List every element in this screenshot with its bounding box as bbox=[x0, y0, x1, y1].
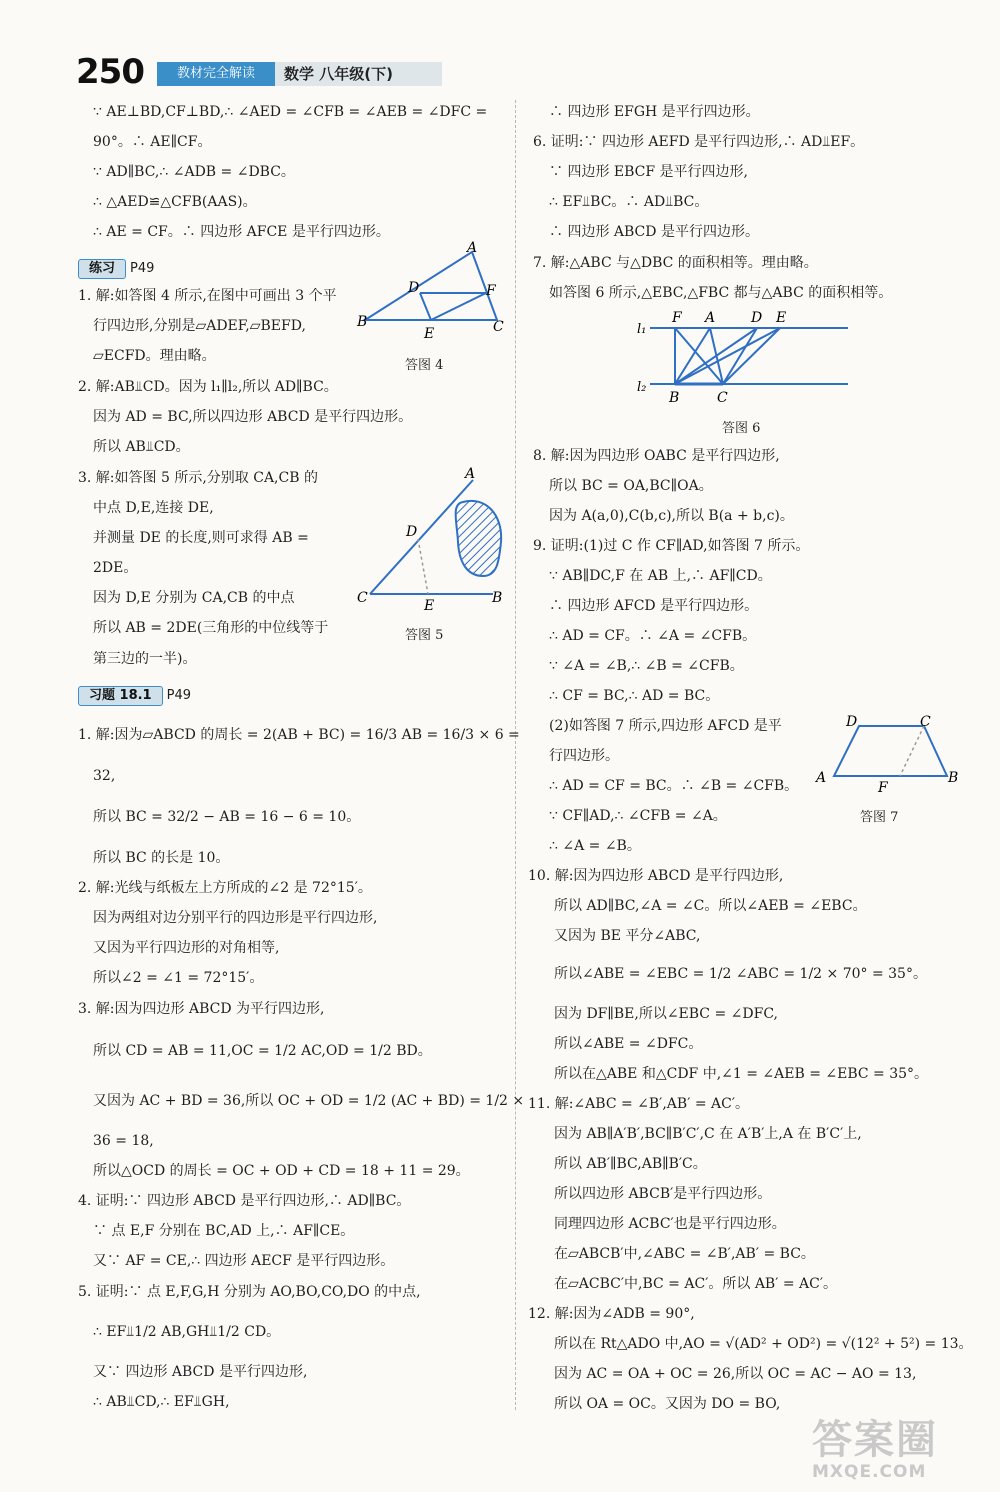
left-text-line: ▱ECFD。理由略。 bbox=[93, 348, 216, 364]
figure-7 bbox=[812, 710, 962, 795]
right-text-line: ∵ CF∥AD,∴ ∠CFB = ∠A。 bbox=[549, 808, 727, 824]
left-text-line: 4. 证明:∵ 四边形 ABCD 是平行四边形,∴ AD∥BC。 bbox=[78, 1193, 411, 1209]
right-text-line: ∴ 四边形 ABCD 是平行四边形。 bbox=[549, 224, 759, 240]
right-text-line: ∵ AB∥DC,F 在 AB 上,∴ AF∥CD。 bbox=[549, 568, 772, 584]
fig7-label-D: D bbox=[846, 714, 858, 730]
left-text-line: 又∵ 四边形 ABCD 是平行四边形, bbox=[93, 1364, 308, 1380]
right-text-line: ∴ ∠A = ∠B。 bbox=[549, 838, 641, 854]
left-text-line: 2DE。 bbox=[93, 560, 138, 576]
right-text-line: 因为 A(a,0),C(b,c),所以 B(a + b,c)。 bbox=[549, 508, 794, 524]
fig5-label-E: E bbox=[424, 598, 435, 612]
right-text-line: 8. 解:因为四边形 OABC 是平行四边形, bbox=[533, 448, 780, 464]
fig6-label-C: C bbox=[717, 390, 728, 406]
right-text-line: 7. 解:△ABC 与△DBC 的面积相等。理由略。 bbox=[533, 255, 818, 271]
left-text-line: 2. 解:AB⫫CD。因为 l₁∥l₂,所以 AD∥BC。 bbox=[78, 379, 338, 395]
section-exercise-label: 练习 bbox=[78, 259, 126, 279]
subject-title: 数学 八年级(下) bbox=[284, 65, 393, 83]
right-text-line: 所以 AD∥BC,∠A = ∠C。所以∠AEB = ∠EBC。 bbox=[554, 898, 867, 914]
left-text-line: 又因为 AC + BD = 36,所以 OC + OD = 1/2 (AC + BD) = 1/2 × bbox=[93, 1093, 525, 1109]
fig4-label-E: E bbox=[424, 326, 435, 342]
fig7-label-F: F bbox=[878, 780, 888, 795]
fig4-label-A: A bbox=[467, 240, 478, 256]
right-text-line: ∴ 四边形 AFCD 是平行四边形。 bbox=[549, 598, 759, 614]
right-text-line: 又因为 BE 平分∠ABC, bbox=[554, 928, 701, 944]
fig6-label-A: A bbox=[705, 310, 716, 326]
right-text-line: ∴ AD = CF。∴ ∠A = ∠CFB。 bbox=[549, 628, 757, 644]
fig7-label-B: B bbox=[948, 770, 959, 786]
fig6-label-l2: l₂ bbox=[637, 380, 647, 395]
right-text-line: 所以 BC = OA,BC∥OA。 bbox=[549, 478, 713, 494]
left-text-line: 中点 D,E,连接 DE, bbox=[93, 500, 214, 516]
fig4-label-C: C bbox=[493, 319, 504, 335]
fig5-label-C: C bbox=[357, 590, 368, 606]
section-exercise-page: P49 bbox=[130, 261, 155, 276]
fig4-label-F: F bbox=[486, 283, 496, 299]
left-text-line: 又因为平行四边形的对角相等, bbox=[93, 940, 280, 956]
left-text-line: 所以 AB = 2DE(三角形的中位线等于 bbox=[93, 620, 329, 636]
left-text-line: ∵ AE⊥BD,CF⊥BD,∴ ∠AED = ∠CFB = ∠AEB = ∠DFC = bbox=[93, 104, 488, 120]
left-text-line: 所以 BC 的长是 10。 bbox=[93, 850, 230, 866]
right-text-line: 所以∠ABE = ∠DFC。 bbox=[554, 1036, 703, 1052]
fig5-label-B: B bbox=[492, 590, 503, 606]
right-text-line: ∴ CF = BC,∴ AD = BC。 bbox=[549, 688, 720, 704]
fig6-label-D: D bbox=[751, 310, 763, 326]
left-text-line: 又∵ AF = CE,∴ 四边形 AECF 是平行四边形。 bbox=[93, 1253, 395, 1269]
right-text-line: 在▱ACBC′中,BC = AC′。所以 AB′ = AC′。 bbox=[554, 1276, 838, 1292]
left-text-line: ∵ 点 E,F 分别在 BC,AD 上,∴ AF∥CE。 bbox=[93, 1223, 355, 1239]
fig6-label-B: B bbox=[669, 390, 680, 406]
right-text-line: 因为 AB∥A′B′,BC∥B′C′,C 在 A′B′上,A 在 B′C′上, bbox=[554, 1126, 862, 1142]
right-text-line: 6. 证明:∵ 四边形 AEFD 是平行四边形,∴ AD⫫EF。 bbox=[533, 134, 865, 150]
left-text-line: 所以△OCD 的周长 = OC + OD + CD = 18 + 11 = 29。 bbox=[93, 1163, 470, 1179]
left-text-line: 3. 解:因为四边形 ABCD 为平行四边形, bbox=[78, 1001, 325, 1017]
right-text-line: 12. 解:因为∠ADB = 90°, bbox=[528, 1306, 695, 1322]
figure-7-caption: 答图 7 bbox=[860, 810, 899, 825]
right-text-line: 因为 AC = OA + OC = 26,所以 OC = AC − AO = 13, bbox=[554, 1366, 917, 1382]
fig6-label-l1: l₁ bbox=[637, 322, 647, 337]
right-text-line: 所以在 Rt△ADO 中,AO = √(AD² + OD²) = √(12² + 5²) = 13。 bbox=[554, 1336, 973, 1352]
fig5-label-A: A bbox=[465, 466, 476, 482]
figure-6 bbox=[635, 306, 855, 416]
right-text-line: 所以四边形 ABCB′是平行四边形。 bbox=[554, 1186, 772, 1202]
figure-5-caption: 答图 5 bbox=[405, 628, 444, 643]
left-text-line: 5. 证明:∵ 点 E,F,G,H 分别为 AO,BO,CO,DO 的中点, bbox=[78, 1284, 421, 1300]
right-text-line: 所以∠ABE = ∠EBC = 1/2 ∠ABC = 1/2 × 70° = 35°。 bbox=[554, 966, 927, 982]
fig6-label-F: F bbox=[672, 310, 682, 326]
right-text-line: 所以在△ABE 和△CDF 中,∠1 = ∠AEB = ∠EBC = 35°。 bbox=[554, 1066, 929, 1082]
right-text-line: 10. 解:因为四边形 ABCD 是平行四边形, bbox=[528, 868, 784, 884]
section-problems-label: 习题 18.1 bbox=[78, 686, 163, 706]
section-exercise bbox=[78, 257, 154, 277]
figure-4-caption: 答图 4 bbox=[405, 358, 444, 373]
left-text-line: 1. 解:因为▱ABCD 的周长 = 2(AB + BC) = 16/3 AB = 16/3 × 6 = bbox=[78, 727, 520, 743]
right-text-line: ∴ EF⫫BC。∴ AD⫫BC。 bbox=[549, 194, 709, 210]
fig4-label-B: B bbox=[357, 314, 368, 330]
left-text-line: 所以 AB⫫CD。 bbox=[93, 439, 190, 455]
left-text-line: 1. 解:如答图 4 所示,在图中可画出 3 个平 bbox=[78, 288, 337, 304]
left-text-line: 并测量 DE 的长度,则可求得 AB = bbox=[93, 530, 309, 546]
left-text-line: ∴ EF⫫1/2 AB,GH⫫1/2 CD。 bbox=[93, 1324, 281, 1340]
left-text-line: ∴ AE = CF。∴ 四边形 AFCE 是平行四边形。 bbox=[93, 224, 390, 240]
fig4-label-D: D bbox=[408, 280, 420, 296]
left-text-line: 3. 解:如答图 5 所示,分别取 CA,CB 的 bbox=[78, 470, 318, 486]
right-text-line: 所以 AB′∥BC,AB∥B′C。 bbox=[554, 1156, 707, 1172]
section-problems bbox=[78, 684, 191, 704]
left-text-line: 行四边形,分别是▱ADEF,▱BEFD, bbox=[93, 318, 306, 334]
left-text-line: 因为两组对边分别平行的四边形是平行四边形, bbox=[93, 910, 378, 926]
left-text-line: 因为 D,E 分别为 CA,CB 的中点 bbox=[93, 590, 295, 606]
column-divider bbox=[515, 100, 516, 1410]
right-text-line: ∵ ∠A = ∠B,∴ ∠B = ∠CFB。 bbox=[549, 658, 744, 674]
left-text-line: 所以∠2 = ∠1 = 72°15′。 bbox=[93, 970, 264, 986]
right-text-line: 11. 解:∠ABC = ∠B′,AB′ = AC′。 bbox=[528, 1096, 750, 1112]
right-text-line: 所以 OA = OC。又因为 DO = BO, bbox=[554, 1396, 781, 1412]
watermark bbox=[812, 1418, 992, 1482]
series-title: 教材完全解读 bbox=[157, 62, 275, 86]
right-text-line: 行四边形。 bbox=[549, 748, 619, 764]
fig7-label-A: A bbox=[816, 770, 827, 786]
watermark-sub: MXQE.COM bbox=[812, 1462, 927, 1482]
left-text-line: 所以 CD = AB = 11,OC = 1/2 AC,OD = 1/2 BD。 bbox=[93, 1043, 432, 1059]
left-text-line: 因为 AD = BC,所以四边形 ABCD 是平行四边形。 bbox=[93, 409, 413, 425]
left-text-line: 2. 解:光线与纸板左上方所成的∠2 是 72°15′。 bbox=[78, 880, 372, 896]
left-text-line: ∵ AD∥BC,∴ ∠ADB = ∠DBC。 bbox=[93, 164, 295, 180]
right-text-line: 同理四边形 ACBC′也是平行四边形。 bbox=[554, 1216, 786, 1232]
right-text-line: ∵ 四边形 EBCF 是平行四边形, bbox=[549, 164, 748, 180]
fig6-label-E: E bbox=[776, 310, 787, 326]
left-text-line: 所以 BC = 32/2 − AB = 16 − 6 = 10。 bbox=[93, 809, 361, 825]
left-text-line: 第三边的一半)。 bbox=[93, 651, 197, 667]
right-text-line: 在▱ABCB′中,∠ABC = ∠B′,AB′ = BC。 bbox=[554, 1246, 815, 1262]
left-text-line: 90°。∴ AE∥CF。 bbox=[93, 134, 212, 150]
fig7-label-C: C bbox=[920, 714, 931, 730]
left-text-line: ∴ △AED≌△CFB(AAS)。 bbox=[93, 194, 257, 210]
left-text-line: ∴ AB⫫CD,∴ EF⫫GH, bbox=[93, 1394, 230, 1410]
left-text-line: 36 = 18, bbox=[93, 1133, 154, 1149]
right-text-line: (2)如答图 7 所示,四边形 AFCD 是平 bbox=[549, 718, 782, 734]
right-text-line: 如答图 6 所示,△EBC,△FBC 都与△ABC 的面积相等。 bbox=[549, 285, 893, 301]
right-text-line: 9. 证明:(1)过 C 作 CF∥AD,如答图 7 所示。 bbox=[533, 538, 810, 554]
right-text-line: 因为 DF∥BE,所以∠EBC = ∠DFC, bbox=[554, 1006, 778, 1022]
right-text-line: ∴ AD = CF = BC。∴ ∠B = ∠CFB。 bbox=[549, 778, 799, 794]
fig5-label-D: D bbox=[406, 524, 418, 540]
watermark-main: 答案圈 bbox=[812, 1417, 938, 1463]
figure-5 bbox=[355, 462, 515, 612]
figure-6-caption: 答图 6 bbox=[722, 421, 761, 436]
section-problems-page: P49 bbox=[166, 688, 191, 703]
left-text-line: 32, bbox=[93, 768, 116, 784]
page-number: 250 bbox=[76, 52, 144, 92]
right-text-line: ∴ 四边形 EFGH 是平行四边形。 bbox=[549, 104, 760, 120]
